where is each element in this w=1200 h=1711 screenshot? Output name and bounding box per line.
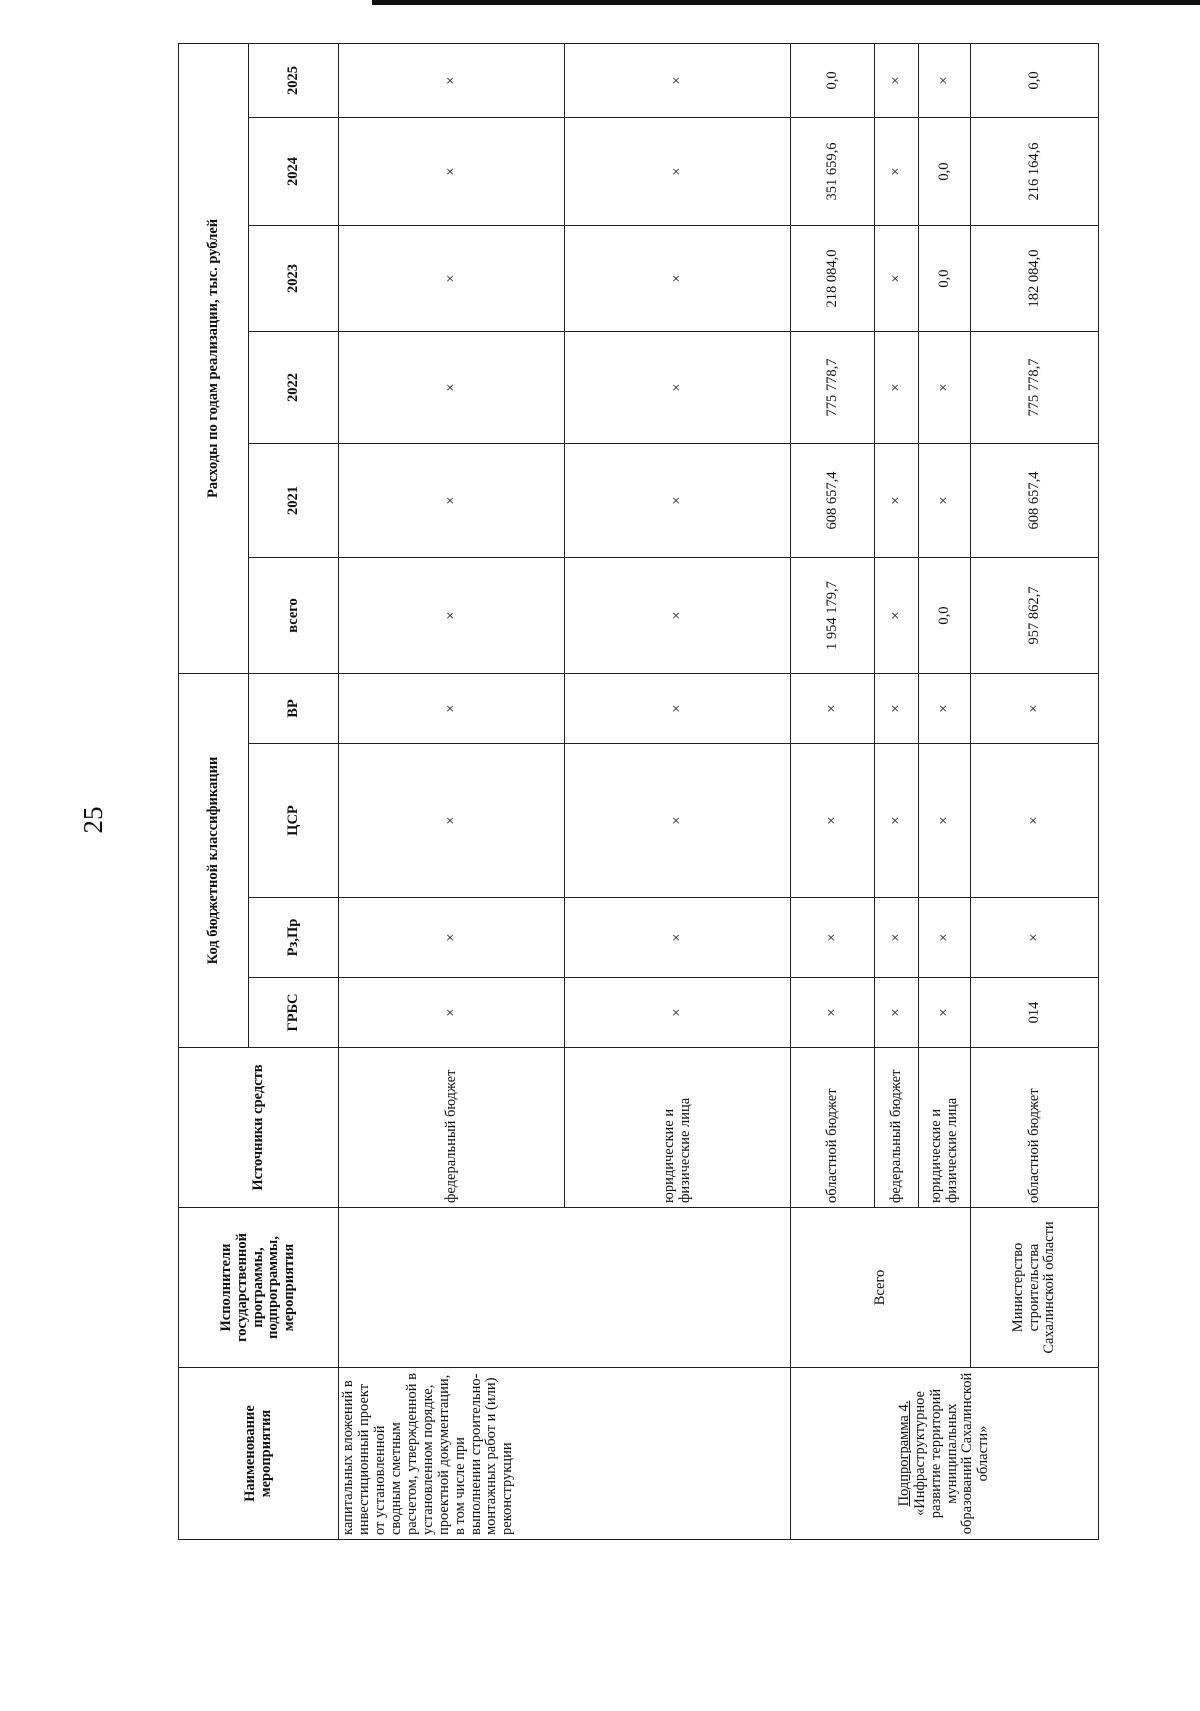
- vr-cell: ×: [971, 674, 1099, 744]
- vr-cell: ×: [875, 674, 919, 744]
- rzpr-cell: ×: [919, 898, 971, 978]
- table-row: [339, 43, 565, 1539]
- y2021-cell: ×: [919, 444, 971, 558]
- rzpr-cell: ×: [971, 898, 1099, 978]
- header-sources: Источники средств: [179, 1048, 339, 1208]
- header-2021: 2021: [249, 444, 339, 558]
- y2021-cell: 608 657,4: [971, 444, 1099, 558]
- budget-table: [178, 43, 1099, 1540]
- y2023-cell: 0,0: [919, 226, 971, 332]
- total-cell: ×: [339, 558, 565, 674]
- y2022-cell: ×: [919, 332, 971, 444]
- vr-cell: ×: [919, 674, 971, 744]
- executor-total: Всего: [791, 1208, 971, 1368]
- grbs-cell: ×: [565, 978, 791, 1048]
- y2023-cell: ×: [875, 226, 919, 332]
- header-2024: 2024: [249, 118, 339, 226]
- source-cell: юридические и физические лица: [565, 1048, 791, 1208]
- y2024-cell: 351 659,6: [791, 118, 875, 226]
- vr-cell: ×: [565, 674, 791, 744]
- y2025-cell: 0,0: [971, 43, 1099, 117]
- table-row: [791, 43, 875, 1539]
- y2025-cell: ×: [339, 43, 565, 117]
- header-expenses: Расходы по годам реализации, тыс. рублей: [179, 43, 249, 673]
- header-grbs: ГРБС: [249, 978, 339, 1048]
- rotated-table-container: [178, 44, 1098, 1540]
- y2021-cell: ×: [565, 444, 791, 558]
- measure-name: капитальных вложений в инвестиционный проект от установленной сводным сметным расчетом, утвержденной в установленном порядке, проектной документации, в том числе при выполнении строительно-монтажных работ и (или) реконструкции: [339, 1368, 791, 1540]
- vr-cell: ×: [339, 674, 565, 744]
- header-total: всего: [249, 558, 339, 674]
- executor-ministry: Министерство строительства Сахалинской области: [971, 1208, 1099, 1368]
- header-vr: ВР: [249, 674, 339, 744]
- y2022-cell: ×: [875, 332, 919, 444]
- header-csr: ЦСР: [249, 744, 339, 898]
- y2025-cell: ×: [565, 43, 791, 117]
- y2024-cell: ×: [875, 118, 919, 226]
- total-cell: ×: [565, 558, 791, 674]
- y2024-cell: ×: [339, 118, 565, 226]
- grbs-cell: 014: [971, 978, 1099, 1048]
- header-row-1: [179, 43, 249, 1539]
- header-executors: Исполнители государственной программы, подпрограммы, мероприятия: [179, 1208, 339, 1368]
- vr-cell: ×: [791, 674, 875, 744]
- csr-cell: ×: [339, 744, 565, 898]
- executor-cell-empty: [339, 1208, 791, 1368]
- y2025-cell: 0,0: [791, 43, 875, 117]
- header-budget-code: Код бюджетной классификации: [179, 674, 249, 1048]
- y2022-cell: 775 778,7: [791, 332, 875, 444]
- total-cell: ×: [875, 558, 919, 674]
- rzpr-cell: ×: [565, 898, 791, 978]
- y2021-cell: ×: [339, 444, 565, 558]
- source-cell: юридические и физические лица: [919, 1048, 971, 1208]
- y2024-cell: 0,0: [919, 118, 971, 226]
- grbs-cell: ×: [919, 978, 971, 1048]
- rzpr-cell: ×: [875, 898, 919, 978]
- grbs-cell: ×: [339, 978, 565, 1048]
- csr-cell: ×: [875, 744, 919, 898]
- total-cell: 1 954 179,7: [791, 558, 875, 674]
- subprogram-name: [791, 1368, 1099, 1540]
- header-2023: 2023: [249, 226, 339, 332]
- subprogram-title: «Инфраструктурное развитие территорий муниципальных образований Сахалинской области»: [911, 1372, 992, 1535]
- y2022-cell: 775 778,7: [971, 332, 1099, 444]
- header-2025: 2025: [249, 43, 339, 117]
- header-2022: 2022: [249, 332, 339, 444]
- source-cell: областной бюджет: [791, 1048, 875, 1208]
- y2023-cell: 182 084,0: [971, 226, 1099, 332]
- y2025-cell: ×: [919, 43, 971, 117]
- y2023-cell: ×: [339, 226, 565, 332]
- source-cell: федеральный бюджет: [339, 1048, 565, 1208]
- csr-cell: ×: [565, 744, 791, 898]
- table-row: [971, 43, 1099, 1539]
- y2021-cell: 608 657,4: [791, 444, 875, 558]
- y2022-cell: ×: [565, 332, 791, 444]
- rzpr-cell: ×: [339, 898, 565, 978]
- page-number: 25: [78, 806, 108, 834]
- rzpr-cell: ×: [791, 898, 875, 978]
- source-cell: областной бюджет: [971, 1048, 1099, 1208]
- y2025-cell: ×: [875, 43, 919, 117]
- top-border-line: [372, 0, 1200, 5]
- y2024-cell: 216 164,6: [971, 118, 1099, 226]
- csr-cell: ×: [971, 744, 1099, 898]
- y2021-cell: ×: [875, 444, 919, 558]
- total-cell: 957 862,7: [971, 558, 1099, 674]
- csr-cell: ×: [791, 744, 875, 898]
- y2023-cell: 218 084,0: [791, 226, 875, 332]
- source-cell: федеральный бюджет: [875, 1048, 919, 1208]
- header-name: Наименование мероприятия: [179, 1368, 339, 1540]
- y2022-cell: ×: [339, 332, 565, 444]
- grbs-cell: ×: [875, 978, 919, 1048]
- csr-cell: ×: [919, 744, 971, 898]
- y2024-cell: ×: [565, 118, 791, 226]
- total-cell: 0,0: [919, 558, 971, 674]
- y2023-cell: ×: [565, 226, 791, 332]
- header-rzpr: Рз,Пр: [249, 898, 339, 978]
- grbs-cell: ×: [791, 978, 875, 1048]
- subprogram-number: Подпрограмма 4.: [895, 1400, 912, 1507]
